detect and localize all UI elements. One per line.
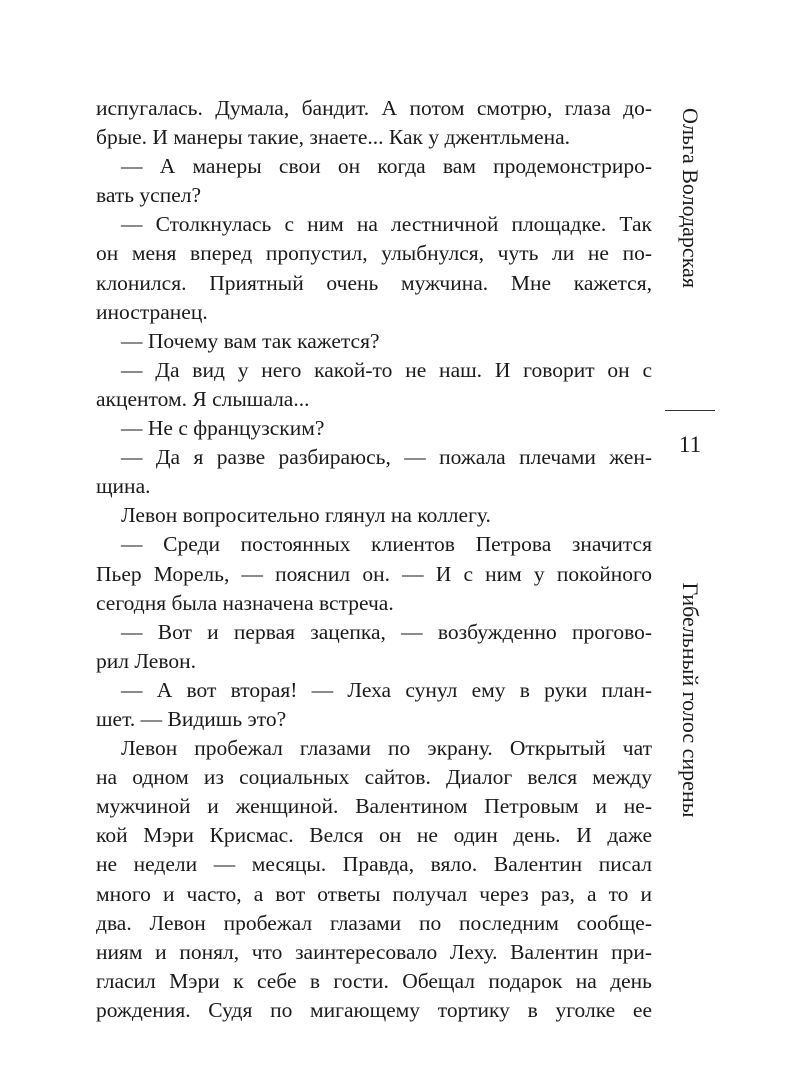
text-line: брые. И манеры такие, знаете... Как у джентльмена. (96, 125, 570, 150)
text-line: иностранец. (96, 299, 208, 324)
text-line: два. Левон пробежал глазами по последним сообще- (96, 910, 652, 935)
text-line: акцентом. Я слышала... (96, 386, 310, 411)
text-line: много и часто, а вот ответы получал через раз, а то и (96, 881, 652, 906)
page-number: 11 (678, 432, 702, 457)
text-line: — Да я разве разбираюсь, — пожала плечами жен- (121, 445, 652, 470)
running-header-sidebar (662, 80, 718, 1000)
text-line: — А манеры свои он когда вам продемонстриро- (121, 154, 652, 179)
text-line: Пьер Морель, — пояснил он. — И с ним у покойного (96, 561, 652, 586)
text-line: испугалась. Думала, бандит. А потом смотрю, глаза до- (96, 96, 652, 120)
text-line: клонился. Приятный очень мужчина. Мне кажется, (96, 270, 652, 295)
text-line: щина. (96, 474, 151, 499)
page-body-text (96, 94, 652, 1025)
text-line: — Вот и первая зацепка, — возбужденно прогово- (121, 619, 652, 644)
text-line: — Среди постоянных клиентов Петрова значится (121, 532, 652, 557)
text-line: он меня вперед пропустил, улыбнулся, чуть ли не по- (96, 241, 652, 266)
text-line: не недели — месяцы. Правда, вяло. Валентин писал (96, 852, 652, 877)
text-line: рождения. Судя по мигающему тортику в уголке ее (96, 997, 652, 1022)
author-name: Ольга Володарская (678, 108, 703, 288)
text-line: ниям и понял, что заинтересовало Леху. Валентин при- (96, 939, 652, 964)
text-line: — Не с французским? (121, 416, 325, 441)
text-line: на одном из социальных сайтов. Диалог велся между (96, 765, 652, 790)
book-title: Гибельный голос сирены (678, 582, 703, 818)
text-line: шет. — Видишь это? (96, 706, 287, 731)
text-line: Левон вопросительно глянул на коллегу. (121, 503, 491, 528)
text-line: Левон пробежал глазами по экрану. Открытый чат (121, 736, 652, 761)
text-line: — Столкнулась с ним на лестничной площадке. Так (121, 212, 652, 237)
text-line: вать успел? (96, 183, 202, 208)
text-line: гласил Мэри к себе в гости. Обещал подарок на день (96, 968, 652, 993)
text-line: — А вот вторая! — Леха сунул ему в руки план- (121, 677, 652, 702)
header-divider (665, 410, 715, 411)
text-line: мужчиной и женщиной. Валентином Петровым и не- (96, 794, 652, 819)
text-line: — Почему вам так кажется? (121, 328, 380, 353)
text-line: рил Левон. (96, 648, 196, 673)
text-line: сегодня была назначена встреча. (96, 590, 394, 615)
text-line: — Да вид у него какой-то не наш. И говорит он с (121, 357, 652, 382)
text-line: кой Мэри Крисмас. Велся он не один день. И даже (96, 823, 652, 848)
